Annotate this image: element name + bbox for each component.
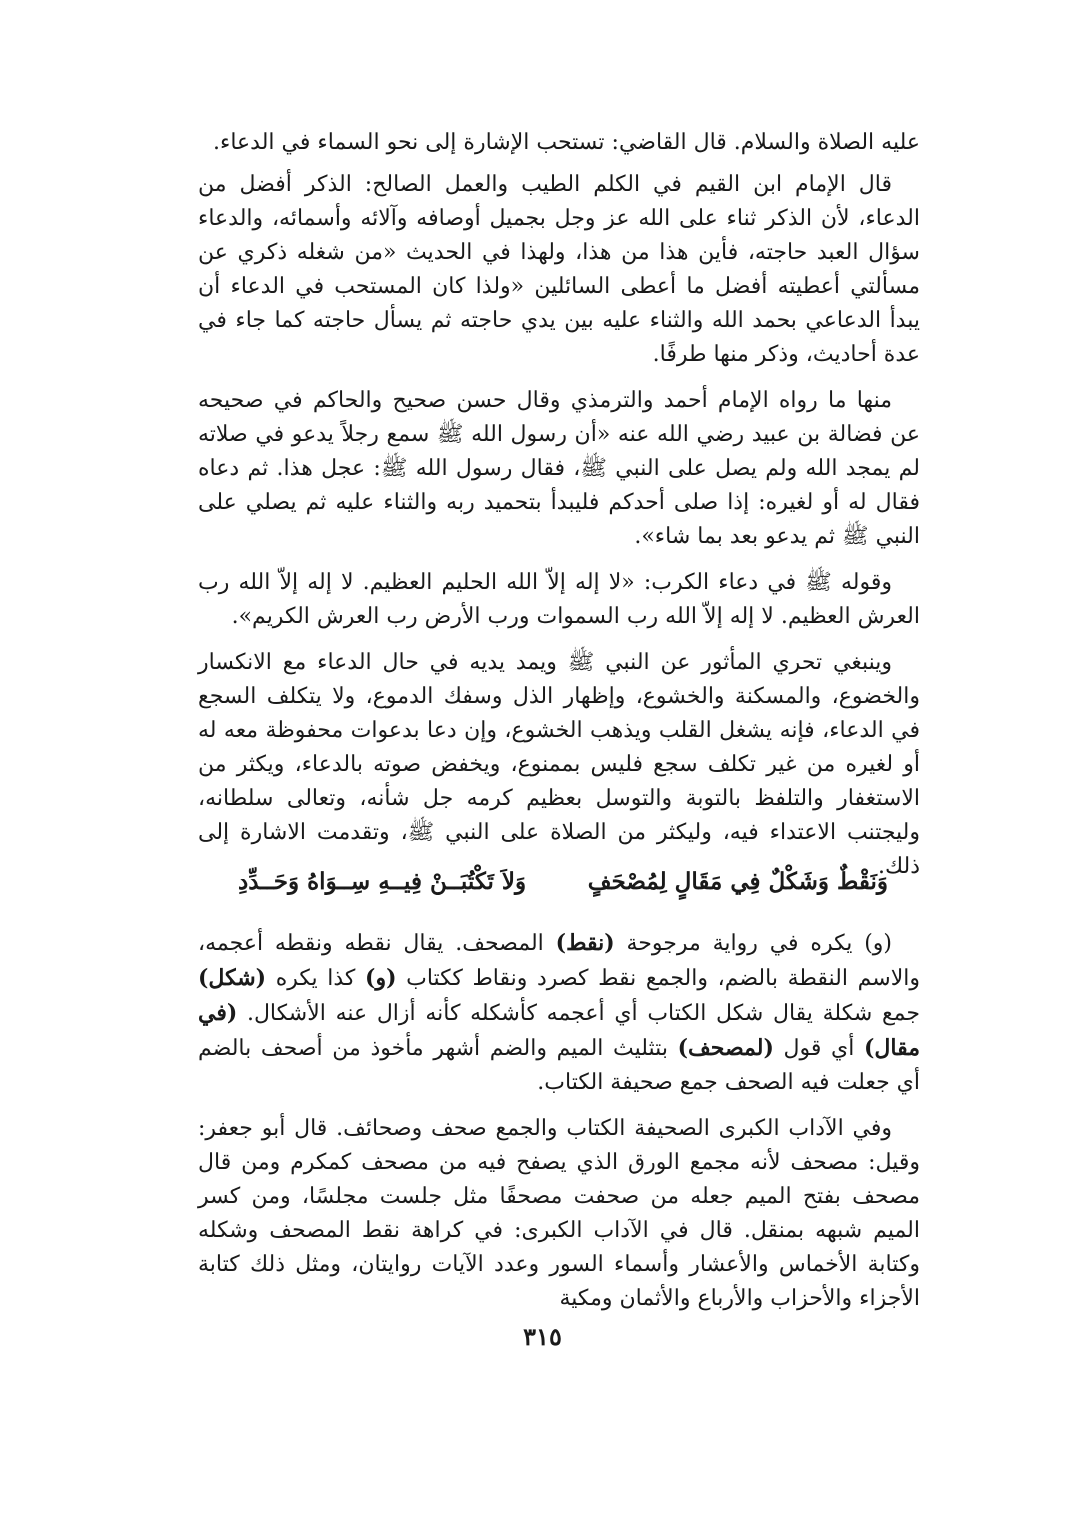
paragraph-dua-karb: وقوله ﷺ في دعاء الكرب: «لا إله إلاّ الله الحليم العظيم. لا إله إلاّ الله رب العرش العظيم. لا إله إلاّ الله رب السموات ورب الأرض رب العرش الكريم». — [198, 570, 920, 629]
verse-second-hemistich: وَلاَ تَكْتُبَــنْ فِيــهِ سِــوَاهُ وَحَــدِّدِ — [238, 868, 527, 895]
bottom-text-section — [198, 926, 920, 1316]
verse-first-hemistich: وَنَقْطٌ وَشَكْلٌ فِي مَقَالٍ لِمُصْحَفٍ — [587, 868, 888, 895]
commentary-text: كذا يكره — [266, 966, 366, 991]
poem-verse — [198, 862, 920, 902]
paragraph-adab-kubra: وفي الآداب الكبرى الصحيفة الكتاب والجمع صحف وصحائف. قال أبو جعفر: وقيل: مصحف لأنه مجمع الورق الذي يصفح فيه من مصحف كمكرم ومن قال مصحف بفتح الميم جعله من صحفت مصحفًا مثل جلست مجلسًا، ومن كسر الميم شبهه بمنقل. قال في الآداب الكبرى: في كراهة نقط المصحف وشكله وكتابة الأخماس والأعشار وأسماء السور وعدد الآيات روايتان، ومثل ذلك كتابة الأجزاء والأحزاب والأرباع والأثمان ومكية — [198, 1116, 920, 1311]
paragraph-dua-etiquette: وينبغي تحري المأثور عن النبي ﷺ ويمد يديه في حال الدعاء مع الانكسار والخضوع، والمسكنة والخشوع، وإظهار الذل وسفك الدموع، ولا يتكلف السجع في الدعاء، فإنه يشغل القلب ويذهب الخشوع، وإن دعا بدعوات محفوظة معه له أو لغيره من غير تكلف سجع فليس بممنوع، ويخفض صوته بالدعاء، ويكثر من الاستغفار والتلفظ بالتوبة والتوسل بعظيم كرمه جل شأنه، وتعالى سلطانه، وليجتنب الاعتداء فيه، وليكثر من الصلاة على النبي ﷺ، وتقدمت الاشارة إلى ذلك. — [198, 650, 920, 879]
term-fi-maqal: (في مقال) — [198, 1000, 921, 1061]
term-naqt: (نقط) — [555, 930, 615, 956]
paragraph-hadith-fadala: منها ما رواه الإمام أحمد والترمذي وقال حسن صحيح والحاكم في صحيحه عن فضالة بن عبيد رضي الله عنه «أن رسول الله ﷺ سمع رجلاً يدعو في صلاته لم يمجد الله ولم يصل على النبي ﷺ، فقال رسول الله ﷺ: عجل هذا. ثم دعاه فقال له أو لغيره: إذا صلى أحدكم فليبدأ بتحميد ربه والثناء عليه ثم يصلي على النبي ﷺ ثم يدعو بعد بما شاء». — [198, 388, 920, 549]
paragraph-continuation: عليه الصلاة والسلام. قال القاضي: تستحب الإشارة إلى نحو السماء في الدعاء. — [213, 130, 920, 155]
term-waw: (و) — [365, 965, 397, 991]
commentary-text: (و) يكره في رواية مرجوحة — [614, 931, 893, 956]
commentary-text: المصحف. يقال نقطه ونقطه أعجمه، والاسم النقطة بالضم، والجمع نقط كصرد ونقاط ككتاب — [198, 931, 920, 991]
page-number: ٣١٥ — [523, 1322, 562, 1351]
paragraph-ibn-qayyim: قال الإمام ابن القيم في الكلم الطيب والعمل الصالح: الذكر أفضل من الدعاء، لأن الذكر ثناء على الله عز وجل بجميل أوصافه وآلائه وأسمائه، والدعاء سؤال العبد حاجته، فأين هذا من هذا، ولهذا في الحديث «من شغله ذكري عن مسألتي أعطيته أفضل ما أعطى السائلين «ولذا كان المستحب في الدعاء أن يبدأ الدعاعي بحمد الله والثناء عليه بين يدي حاجته ثم يسأل حاجته كما جاء في عدة أحاديث، وذكر منها طرفًا. — [198, 172, 920, 367]
top-text-section — [198, 126, 920, 884]
paragraph-commentary — [198, 926, 920, 1100]
term-shakl: (شكل) — [198, 965, 267, 991]
commentary-text: بتثليث الميم والضم أشهر مأخوذ من أصحف بالضم أي جعلت فيه الصحف جمع صحيفة الكتاب. — [198, 1036, 920, 1095]
term-li-mushaf: (لمصحف) — [677, 1035, 774, 1061]
commentary-text: أي قول — [773, 1036, 864, 1061]
commentary-text: جمع شكلة يقال شكل الكتاب أي أعجمه كأشكله كأنه أزال عنه الأشكال. — [237, 1001, 920, 1026]
